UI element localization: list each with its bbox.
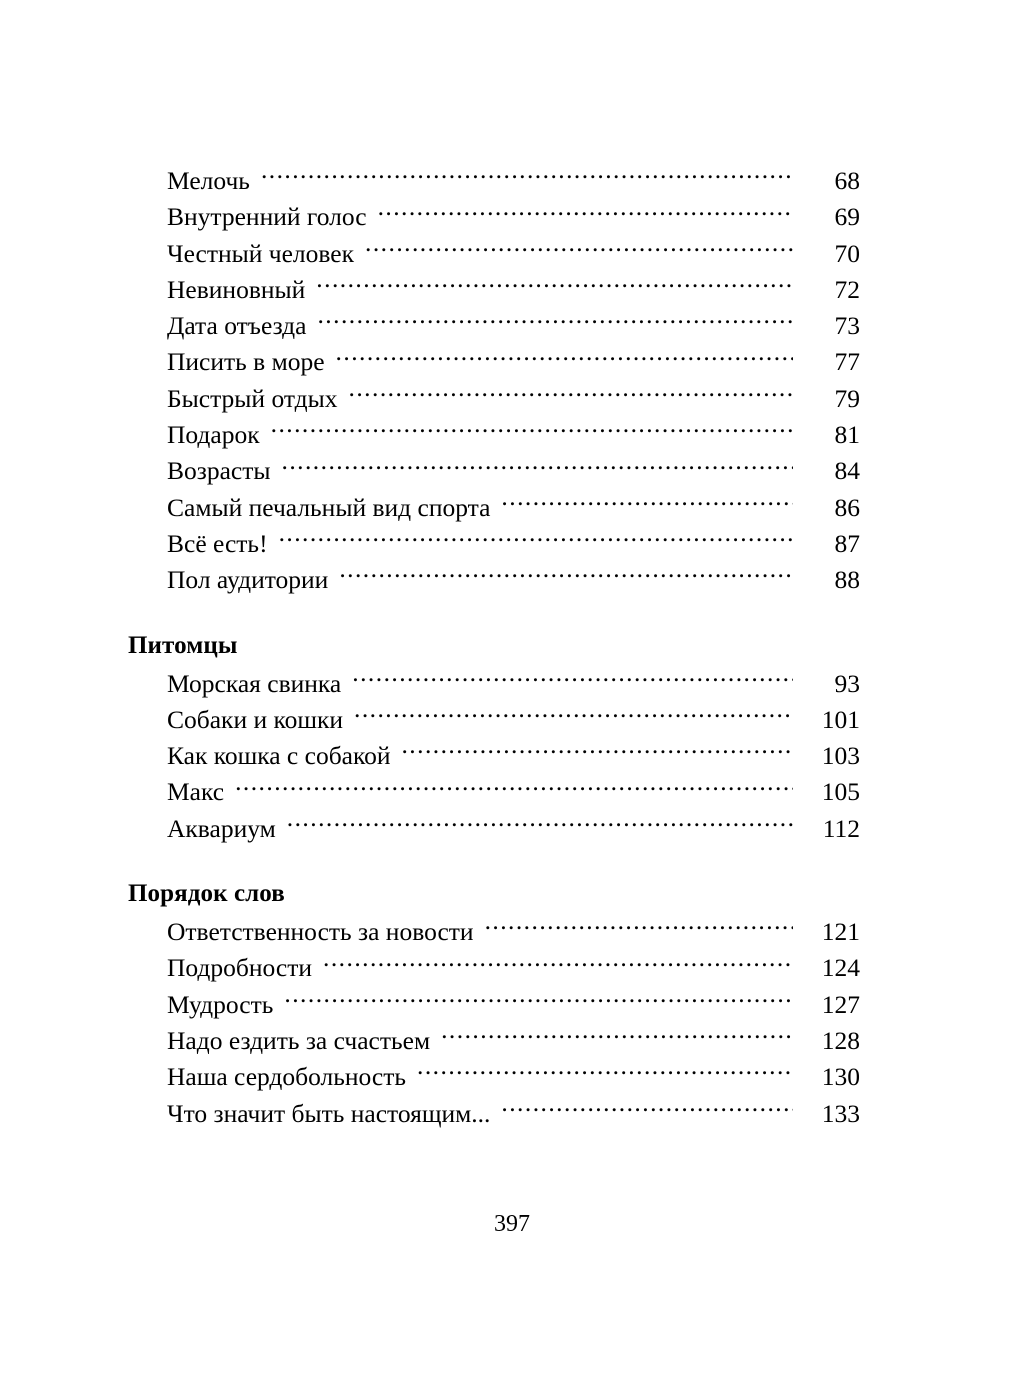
- toc-entry-page-number: 88: [834, 565, 860, 595]
- toc-entry[interactable]: [128, 950, 860, 986]
- dot-leader: [323, 951, 793, 977]
- toc-entry-title: Собаки и кошки: [167, 704, 343, 734]
- toc-entry-title: Самый печальный вид спорта: [167, 492, 491, 522]
- toc-entry-title: Ответственность за новости: [167, 917, 474, 947]
- toc-entry-page-number: 130: [821, 1062, 860, 1092]
- toc-entry-title: Дата отъезда: [167, 311, 307, 341]
- dot-leader: [401, 739, 793, 765]
- toc-entry-page-number: 86: [834, 492, 860, 522]
- dot-leader: [282, 454, 794, 480]
- toc-entry-page-number: 72: [834, 274, 860, 304]
- toc-entry[interactable]: [128, 987, 860, 1023]
- toc-entry-page-number: 70: [834, 238, 860, 268]
- dot-leader: [261, 164, 793, 190]
- toc-entry-title: Подробности: [167, 953, 313, 983]
- toc-entry-page-number: 128: [821, 1025, 860, 1055]
- toc-entry[interactable]: [128, 526, 860, 562]
- toc-entry[interactable]: [128, 562, 860, 598]
- dot-leader: [365, 236, 793, 262]
- dot-leader: [287, 811, 793, 837]
- toc-entry-title: Мудрость: [167, 989, 274, 1019]
- dot-leader: [485, 915, 793, 941]
- dot-leader: [354, 702, 793, 728]
- toc-entry[interactable]: [128, 163, 860, 199]
- section-heading: Питомцы: [128, 631, 238, 659]
- toc-entry[interactable]: [128, 417, 860, 453]
- toc-entry[interactable]: [128, 914, 860, 950]
- toc-entry-page-number: 68: [834, 166, 860, 195]
- dot-leader: [349, 381, 793, 407]
- toc-entry-title: Невиновный: [167, 274, 306, 304]
- dot-leader: [316, 272, 793, 298]
- toc-entry-page-number: 73: [834, 311, 860, 341]
- toc-entry[interactable]: [128, 236, 860, 272]
- toc-entry-title: Морская свинка: [167, 668, 342, 698]
- toc-entry-page-number: 124: [821, 953, 860, 983]
- toc-entry-page-number: 103: [821, 741, 860, 771]
- toc-entry[interactable]: [128, 344, 860, 380]
- toc-entry-page-number: 127: [821, 989, 860, 1019]
- toc-entry-page-number: 112: [822, 813, 860, 843]
- toc-entry[interactable]: [128, 199, 860, 235]
- dot-leader: [501, 1096, 793, 1122]
- toc-section: [128, 163, 860, 599]
- toc-entry[interactable]: [128, 1023, 860, 1059]
- toc-entry-title: Наша сердобольность: [167, 1062, 407, 1092]
- dot-leader: [284, 987, 793, 1013]
- dot-leader: [417, 1060, 793, 1086]
- toc-entry[interactable]: [128, 738, 860, 774]
- toc-entry-page-number: 105: [821, 777, 860, 807]
- toc-entry-title: Быстрый отдых: [167, 383, 338, 413]
- toc-entry-page-number: 133: [821, 1098, 860, 1128]
- section-heading: Порядок слов: [128, 880, 285, 908]
- toc-entry-list: [128, 163, 860, 599]
- toc-entry-page-number: 121: [821, 917, 860, 947]
- dot-leader: [501, 490, 793, 516]
- toc-entry-page-number: 101: [821, 704, 860, 734]
- toc-entry-title: Аквариум: [167, 813, 276, 843]
- toc-entry-title: Макс: [167, 777, 225, 807]
- dot-leader: [339, 563, 793, 589]
- toc-entry-title: Пол аудитории: [167, 565, 329, 595]
- toc-entry[interactable]: [128, 811, 860, 847]
- dot-leader: [271, 418, 793, 444]
- toc-entry[interactable]: [128, 381, 860, 417]
- toc-entry-title: Мелочь: [167, 166, 250, 195]
- dot-leader: [279, 526, 793, 552]
- toc-entry-page-number: 79: [834, 383, 860, 413]
- toc-entry-page-number: 84: [834, 456, 860, 486]
- toc-entry-title: Подарок: [167, 420, 260, 450]
- dot-leader: [352, 666, 793, 692]
- page-number: 397: [494, 1211, 530, 1237]
- toc-section: [128, 876, 860, 1132]
- toc-entry-page-number: 81: [834, 420, 860, 450]
- toc-entry-page-number: 69: [834, 202, 860, 232]
- dot-leader: [441, 1023, 793, 1049]
- toc-entry-page-number: 77: [834, 347, 860, 377]
- toc-entry-title: Возрасты: [167, 456, 271, 486]
- dot-leader: [336, 345, 793, 371]
- toc-entry-title: Честный человек: [167, 238, 355, 268]
- toc-entry[interactable]: [128, 272, 860, 308]
- toc-entry[interactable]: [128, 308, 860, 344]
- toc-entry[interactable]: [128, 490, 860, 526]
- toc-entry[interactable]: [128, 666, 860, 702]
- toc-entry[interactable]: [128, 453, 860, 489]
- toc-entry[interactable]: [128, 1096, 860, 1132]
- toc-entry-title: Внутренний голос: [167, 202, 367, 232]
- toc-entry-title: Всё есть!: [167, 528, 268, 558]
- toc-entry-page-number: 87: [834, 528, 860, 558]
- toc-entry[interactable]: [128, 1059, 860, 1095]
- dot-leader: [378, 200, 793, 226]
- toc-entry-title: Надо ездить за счастьем: [167, 1025, 431, 1055]
- dot-leader: [235, 775, 793, 801]
- toc-entry-title: Как кошка с собакой: [167, 741, 391, 771]
- dot-leader: [317, 309, 793, 335]
- toc-entry-title: Что значит быть настоящим...: [167, 1098, 491, 1128]
- toc-entry-list: [128, 666, 860, 847]
- toc-entry-list: [128, 914, 860, 1132]
- toc-entry[interactable]: [128, 702, 860, 738]
- toc-section: [128, 628, 860, 847]
- table-of-contents: [128, 163, 860, 1132]
- toc-entry-title: Писить в море: [167, 347, 325, 377]
- toc-entry-page-number: 93: [834, 668, 860, 698]
- toc-entry[interactable]: [128, 774, 860, 810]
